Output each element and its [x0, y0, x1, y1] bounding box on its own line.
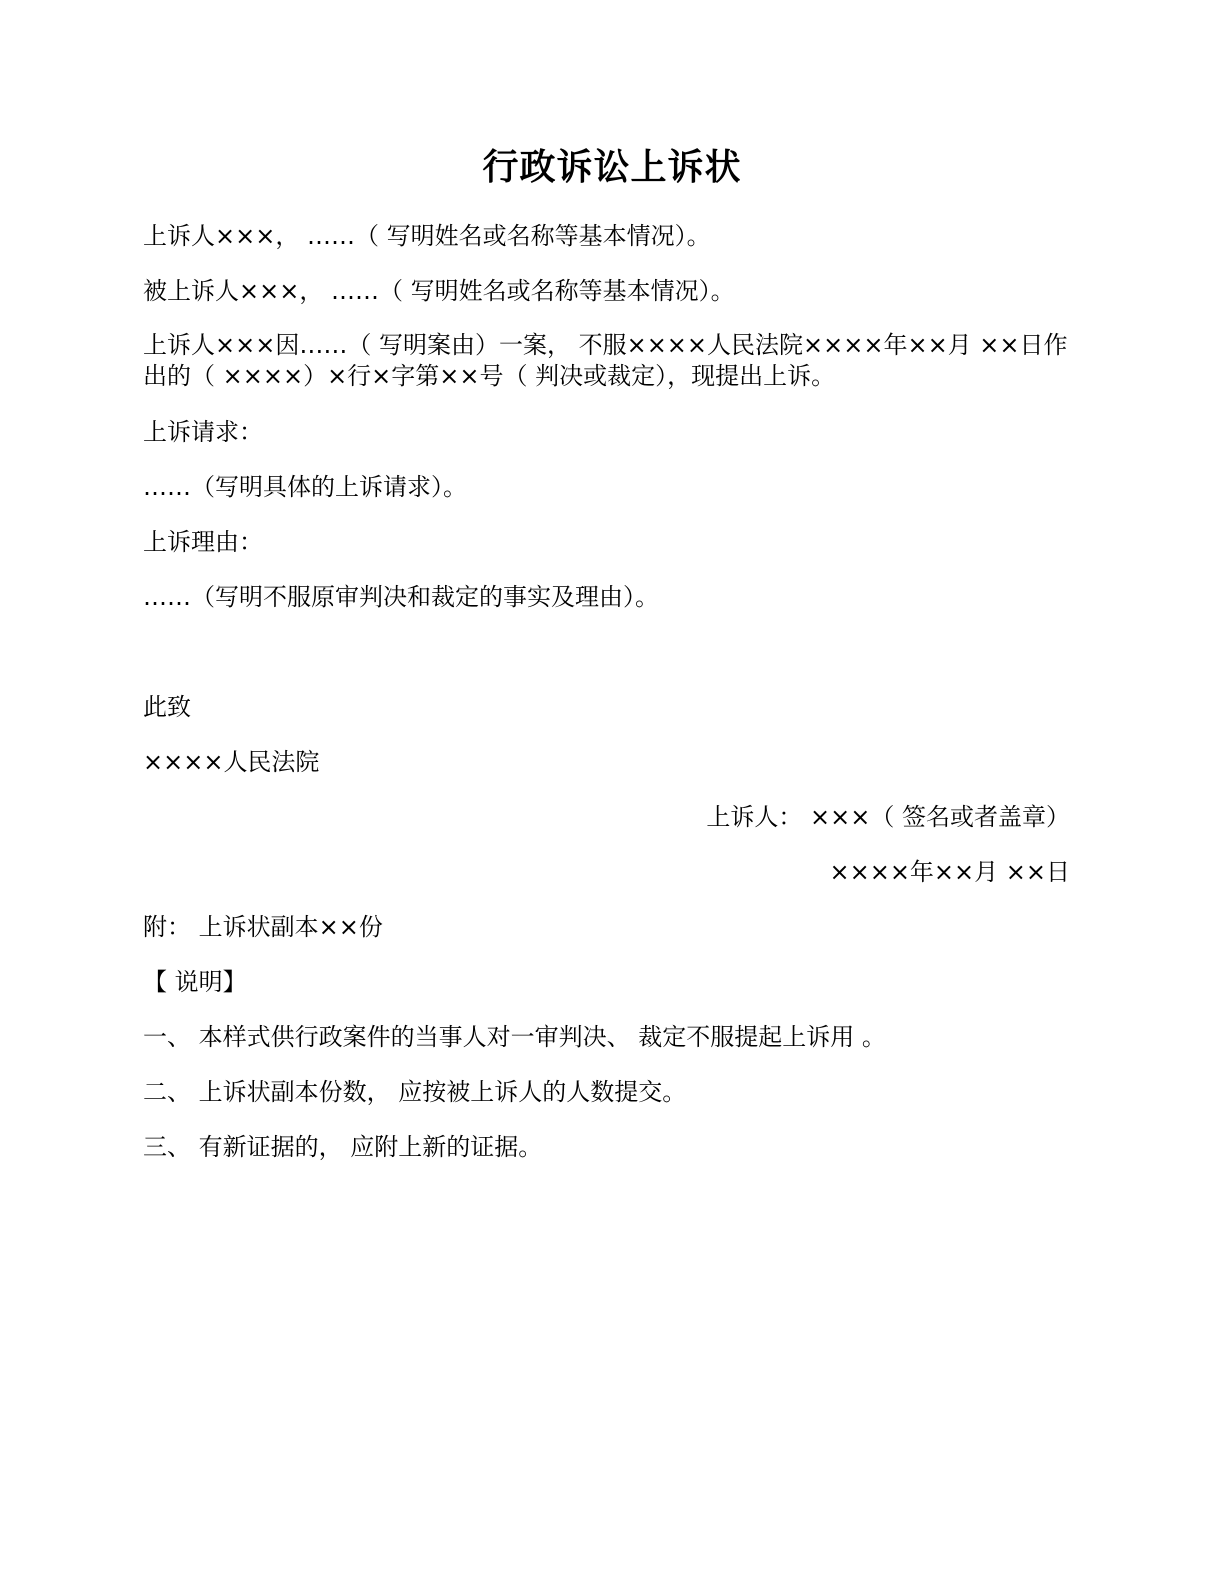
attachment-line: 附： 上诉状副本××份 [143, 913, 383, 941]
note-item: 一、 本样式供行政案件的当事人对一审判决、 裁定不服提起上诉用 。 [143, 1023, 886, 1051]
appellee-line: 被上诉人×××， ……（ 写明姓名或名称等基本情况）。 [143, 277, 735, 305]
appellant-line: 上诉人×××， ……（ 写明姓名或名称等基本情况）。 [143, 222, 711, 250]
cause-paragraph: 上诉人×××因……（ 写明案由）一案， 不服××××人民法院××××年××月 ××日作出的（ ××××）×行×字第××号（ 判决或裁定），现提出上诉。 [143, 331, 1068, 390]
note-item: 二、 上诉状副本份数， 应按被上诉人的人数提交。 [143, 1078, 687, 1106]
claims-heading: 上诉请求： [143, 418, 263, 446]
signature-line: 上诉人： ×××（ 签名或者盖章） [706, 803, 1070, 831]
salutation: 此致 [143, 693, 191, 721]
document-title: 行政诉讼上诉状 [482, 147, 742, 188]
note-item: 三、 有新证据的， 应附上新的证据。 [143, 1133, 543, 1161]
reasons-heading: 上诉理由： [143, 528, 263, 556]
claims-body: ……（写明具体的上诉请求）。 [143, 473, 467, 501]
reasons-body: ……（写明不服原审判决和裁定的事实及理由）。 [143, 583, 659, 611]
court-name: ××××人民法院 [143, 748, 320, 776]
notes-heading: 【 说明】 [143, 968, 247, 996]
date-line: ××××年××月 ××日 [829, 858, 1070, 886]
